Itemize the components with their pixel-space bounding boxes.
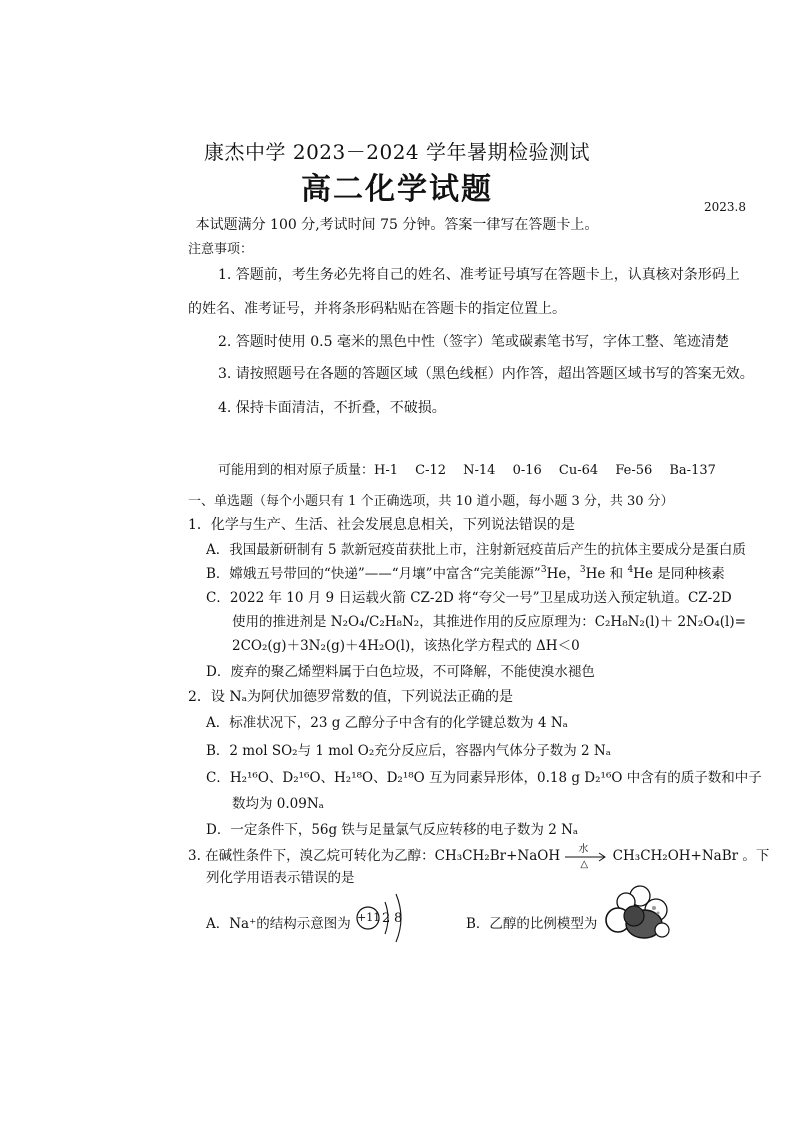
q3-option-a: A．Na⁺的结构示意图为 [206, 916, 351, 932]
nucleus-charge: +11 [357, 911, 381, 924]
notice-3: 3. 请按照题号在各题的答题区域（黑色线框）内作答，超出答题区域书写的答案无效。 [218, 366, 754, 382]
shell-1-electrons: 2 [382, 911, 391, 926]
school-title: 康杰中学 2023－2024 学年暑期检验测试 [203, 140, 590, 164]
atomic-masses: 可能用到的相对原子质量：H-1 C-12 N-14 0-16 Cu-64 Fe-56 Ba-137 [218, 463, 716, 478]
section-title: 一、单选题（每个小题只有 1 个正确选项，共 10 道小题，每小题 3 分，共 30 分） [188, 494, 674, 509]
na-ion-structure-diagram [354, 886, 414, 946]
notice-2: 2. 答题时使用 0.5 毫米的黑色中性（签字）笔或碳素笔书写，字体工整、笔迹清楚 [218, 334, 729, 350]
q1-option-b [206, 562, 725, 582]
arrow-condition-bottom: △ [580, 858, 589, 870]
notice-4: 4. 保持卡面清洁，不折叠，不破损。 [218, 400, 446, 416]
q1-option-d: D．废弃的聚乙烯塑料属于白色垃圾，不可降解，不能使溴水褪色 [206, 664, 595, 680]
notice-heading: 注意事项： [188, 242, 254, 257]
q1-b-sup3: 4 [627, 565, 634, 575]
q2-option-d: D．一定条件下，56g 铁与足量氯气反应转移的电子数为 2 Nₐ [206, 822, 579, 838]
q2-stem: 2．设 Nₐ为阿伏加德罗常数的值，下列说法正确的是 [188, 689, 514, 705]
arrow-condition-top: 水 [578, 843, 589, 855]
q1-option-c-line1: C．2022 年 10 月 9 日运载火箭 CZ-2D 将“夸父一号”卫星成功送入预定轨道。CZ-2D [206, 590, 732, 606]
shell-2-electrons: 8 [394, 911, 403, 926]
q1-b-mid2: He 和 [585, 566, 628, 582]
space-filling-model-icon [604, 882, 674, 946]
notice-1: 1. 答题前，考生务必先将自己的姓名、准考证号填写在答题卡上，认真核对条形码上 [218, 267, 740, 283]
exam-intro: 本试题满分 100 分,考试时间 75 分钟。答案一律写在答题卡上。 [195, 217, 599, 233]
q1-option-c-line2: 使用的推进剂是 N₂O₄/C₂H₈N₂，其推进作用的反应原理为：C₂H₈N₂(l)＋ 2N₂O₄(l)= [232, 614, 746, 630]
q3-option-b: B．乙醇的比例模型为 [466, 916, 598, 932]
q1-b-mid1: He， [546, 566, 580, 582]
q1-stem: 1．化学与生产、生活、社会发展息息相关，下列说法错误的是 [188, 517, 575, 533]
exam-date: 2023.8 [704, 200, 746, 214]
q1-b-text: B．嫦娥五号带回的“快递”——“月壤”中富含“完美能源” [206, 566, 541, 582]
q1-b-end: He 是同种核素 [633, 566, 725, 582]
q2-option-c-line2: 数均为 0.09Nₐ [232, 796, 324, 812]
ethanol-model-diagram [604, 882, 674, 946]
q2-option-b: B．2 mol SO₂与 1 mol O₂充分反应后，容器内气体分子数为 2 Nₐ [206, 743, 611, 759]
q1-b-sup2: 3 [579, 565, 586, 575]
q2-option-a: A．标准状况下，23 g 乙醇分子中含有的化学键总数为 4 Nₐ [206, 715, 568, 731]
q3-stem-line2: 列化学用语表示错误的是 [206, 870, 355, 886]
q3-stem-pre: 3. 在碱性条件下，溴乙烷可转化为乙醇：CH₃CH₂Br+NaOH [188, 848, 565, 864]
notice-1-cont: 的姓名、准考证号，并将条形码粘贴在答题卡的指定位置上。 [188, 301, 566, 317]
q3-stem-post: CH₃CH₂OH+NaBr 。下 [608, 848, 770, 864]
subject-title: 高二化学试题 [301, 172, 493, 207]
q1-option-c-line3: 2CO₂(g)＋3N₂(g)＋4H₂O(l)，该热化学方程式的 ΔH＜0 [232, 638, 580, 654]
q1-option-a: A．我国最新研制有 5 款新冠疫苗获批上市，注射新冠疫苗后产生的抗体主要成分是蛋白质 [206, 542, 746, 558]
reaction-arrow [564, 843, 608, 870]
q2-option-c-line1: C．H₂¹⁶O、D₂¹⁶O、H₂¹⁸O、D₂¹⁸O 互为同素异形体，0.18 g D₂¹⁶O 中含有的质子数和中子 [206, 770, 762, 786]
q1-b-sup1: 3 [540, 565, 547, 575]
q3-stem-line1 [188, 843, 770, 870]
